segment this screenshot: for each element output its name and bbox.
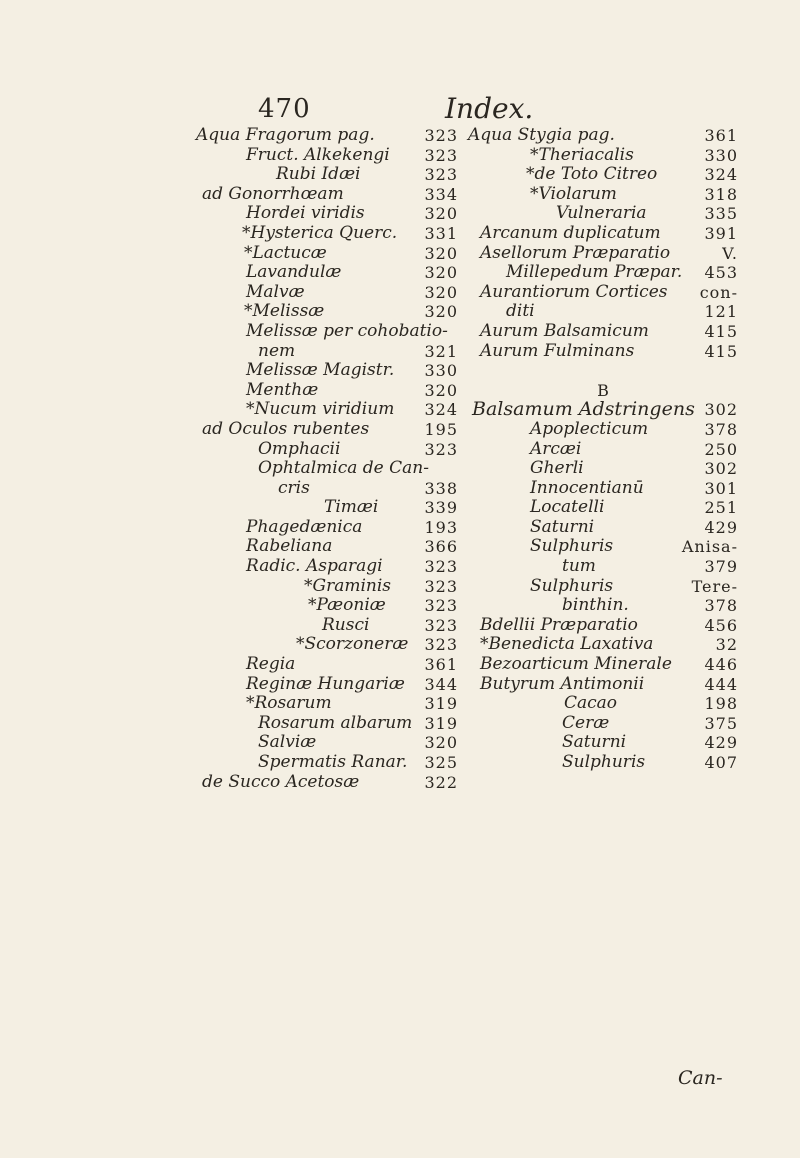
index-entry: [196, 479, 468, 499]
entry-term: *Rosarum: [246, 693, 332, 714]
entry-page: 338: [424, 478, 458, 498]
entry-page: 429: [704, 517, 738, 537]
entry-page: 323: [424, 126, 458, 145]
entry-term: Rusci: [322, 614, 370, 635]
entry-term: Sulphuris: [562, 752, 646, 772]
index-entry: [196, 400, 468, 420]
entry-page: 331: [424, 223, 458, 243]
entry-term: Millepedum Præpar.: [506, 262, 683, 283]
index-entry: [196, 204, 468, 224]
entry-term: Arcanum duplicatum: [480, 222, 661, 243]
index-entry: [468, 165, 738, 185]
entry-page: 320: [424, 204, 458, 224]
index-entry: [468, 714, 738, 734]
entry-page: 330: [424, 361, 458, 381]
entry-term: Melissæ Magistr.: [246, 360, 395, 381]
index-entry: [468, 537, 738, 557]
entry-page: 121: [704, 302, 738, 322]
index-entry: [468, 675, 738, 695]
index-entry: [196, 675, 468, 695]
entry-page: 366: [424, 537, 458, 557]
entry-term: Balsamum Adstringens: [472, 398, 695, 421]
entry-page: 378: [704, 596, 738, 616]
entry-term: Locatelli: [530, 497, 605, 518]
entry-term: Regia: [246, 654, 296, 675]
index-entry: [196, 537, 468, 557]
entry-page: 415: [704, 341, 738, 361]
entry-term: *Pæoniæ: [308, 595, 386, 616]
entry-page: 198: [704, 694, 738, 714]
entry-page: 378: [704, 419, 738, 439]
index-entry: [468, 440, 738, 460]
entry-page: 319: [424, 713, 458, 733]
entry-page: 407: [704, 753, 738, 772]
index-entry: [468, 733, 738, 753]
entry-page: 302: [704, 400, 738, 420]
entry-term: Spermatis Ranar.: [258, 752, 408, 772]
index-entry: [196, 577, 468, 597]
index-entry: [196, 146, 468, 166]
entry-term: cris: [278, 477, 310, 498]
catchword: Can-: [678, 1067, 723, 1089]
index-entry: [468, 283, 738, 303]
entry-page: 321: [424, 341, 458, 361]
index-entry: [468, 342, 738, 362]
entry-page: 323: [424, 596, 458, 616]
index-entry: [468, 400, 738, 420]
index-entry: [196, 498, 468, 518]
entry-page: 361: [704, 126, 738, 145]
index-entry: [468, 244, 738, 264]
entry-term: Cacao: [564, 693, 618, 714]
index-entry: [468, 459, 738, 479]
entry-page: 318: [704, 184, 738, 204]
entry-page: 453: [704, 263, 738, 283]
entry-term: *Graminis: [304, 575, 392, 596]
entry-term: *de Toto Citreo: [526, 164, 658, 185]
entry-term: Bezoarticum Minerale: [480, 654, 672, 675]
page-number: 470: [258, 94, 311, 124]
index-entry: [468, 322, 738, 342]
index-entry: [468, 302, 738, 322]
entry-page: V.: [722, 243, 738, 263]
index-entry: [196, 283, 468, 303]
entry-page: 361: [424, 655, 458, 675]
index-entry: [196, 655, 468, 675]
entry-term: *Melissæ: [244, 301, 325, 322]
entry-term: Melissæ per cohobatio-: [246, 320, 448, 341]
entry-term: Gherli: [530, 458, 584, 479]
entry-page: 375: [704, 713, 738, 733]
entry-term: Saturni: [562, 732, 627, 753]
entry-page: 32: [715, 635, 738, 655]
entry-page: 302: [704, 459, 738, 479]
entry-term: tum: [562, 556, 596, 577]
entry-page: 334: [424, 184, 458, 204]
index-entry: [468, 577, 738, 597]
entry-term: Vulneraria: [556, 203, 647, 224]
index-entry: [468, 420, 738, 440]
entry-term: Sulphuris: [530, 536, 614, 557]
entry-term: Aqua Fragorum pag.: [196, 125, 375, 145]
index-entry: [196, 126, 468, 146]
index-entry: [468, 518, 738, 538]
index-entry: [468, 655, 738, 675]
entry-page: 325: [424, 753, 458, 772]
entry-term: Arcæi: [530, 438, 582, 459]
entry-term: *Lactucæ: [244, 242, 327, 263]
index-entry: [196, 753, 468, 773]
page-title: Index.: [445, 92, 534, 125]
index-entry: [196, 596, 468, 616]
index-entry: [468, 498, 738, 518]
index-entry: [196, 381, 468, 401]
entry-term: Aqua Stygia pag.: [468, 125, 615, 145]
index-entry: [196, 361, 468, 381]
entry-term: Aurum Balsamicum: [480, 320, 649, 341]
entry-term: *Violarum: [530, 183, 617, 204]
entry-page: 320: [424, 243, 458, 263]
entry-page: con-: [699, 282, 738, 302]
index-entry: [196, 773, 468, 793]
entry-term: Butyrum Antimonii: [480, 673, 645, 694]
entry-page: 323: [424, 145, 458, 165]
index-entry: [196, 263, 468, 283]
entry-term: Reginæ Hungariæ: [246, 673, 405, 694]
index-entry: [468, 479, 738, 499]
entry-term: Bdellii Præparatio: [480, 614, 638, 635]
entry-term: *Benedicta Laxativa: [480, 634, 654, 655]
entry-page: 320: [424, 302, 458, 322]
entry-term: B: [597, 380, 609, 400]
entry-term: Innocentianū: [530, 477, 644, 498]
index-entry: [196, 440, 468, 460]
index-entry: [468, 635, 738, 655]
entry-page: 323: [424, 635, 458, 655]
entry-term: Rabeliana: [246, 536, 333, 557]
entry-page: 323: [424, 615, 458, 635]
entry-term: ad Gonorrhœam: [202, 183, 344, 204]
entry-page: 322: [424, 772, 458, 792]
entry-page: 320: [424, 380, 458, 400]
index-entry: [196, 302, 468, 322]
entry-page: 324: [704, 165, 738, 185]
index-entry: [468, 263, 738, 283]
entry-term: Apoplecticum: [530, 418, 649, 439]
entry-page: 344: [424, 674, 458, 694]
index-entry: [196, 518, 468, 538]
index-entry: [468, 224, 738, 244]
entry-term: Aurantiorum Cortices: [480, 281, 668, 302]
index-entry: [468, 753, 738, 773]
index-entry: [468, 204, 738, 224]
entry-term: binthin.: [562, 595, 629, 616]
entry-page: 323: [424, 576, 458, 596]
entry-term: ad Oculos rubentes: [202, 418, 370, 439]
entry-page: 320: [424, 282, 458, 302]
index-entry: [196, 616, 468, 636]
entry-page: 250: [704, 439, 738, 459]
entry-term: Ophtalmica de Can-: [258, 458, 429, 479]
entry-page: Anisa-: [681, 537, 738, 557]
entry-term: Salviæ: [258, 732, 317, 753]
entry-page: 446: [704, 655, 738, 675]
entry-page: 193: [424, 517, 458, 537]
index-entry: [196, 635, 468, 655]
entry-page: 320: [424, 733, 458, 753]
entry-page: 319: [424, 694, 458, 714]
entry-page: 444: [704, 674, 738, 694]
entry-page: 301: [704, 478, 738, 498]
entry-page: 456: [704, 615, 738, 635]
index-entry: [468, 694, 738, 714]
index-entry: [196, 224, 468, 244]
index-entry: [196, 694, 468, 714]
index-column-left: [196, 126, 468, 792]
index-entry: [196, 322, 468, 342]
entry-term: Asellorum Præparatio: [480, 242, 671, 263]
index-entry: [196, 714, 468, 734]
entry-page: 415: [704, 321, 738, 341]
entry-term: *Nucum viridium: [246, 399, 395, 420]
entry-term: Aurum Fulminans: [480, 340, 635, 361]
entry-term: diti: [506, 301, 535, 322]
index-entry: [196, 557, 468, 577]
entry-page: 323: [424, 165, 458, 185]
entry-page: 251: [704, 498, 738, 518]
entry-term: Fruct. Alkekengi: [246, 144, 390, 165]
entry-term: Saturni: [530, 516, 595, 537]
entry-page: 323: [424, 557, 458, 577]
entry-term: *Scorzoneræ: [296, 634, 409, 655]
index-entry: [468, 616, 738, 636]
index-entry: [468, 185, 738, 205]
entry-page: Tere-: [691, 576, 738, 596]
index-column-right: [468, 126, 738, 773]
entry-term: Phagedænica: [246, 516, 363, 537]
index-entry: [196, 420, 468, 440]
index-entry: [468, 146, 738, 166]
entry-page: 330: [704, 145, 738, 165]
index-entry: [196, 185, 468, 205]
index-entry: [196, 733, 468, 753]
entry-term: Rosarum albarum: [258, 712, 413, 733]
entry-term: Lavandulæ: [246, 262, 342, 283]
entry-term: Malvæ: [246, 281, 305, 302]
entry-term: nem: [258, 340, 296, 361]
entry-term: Radic. Asparagi: [246, 556, 383, 577]
index-entry: [196, 165, 468, 185]
entry-term: Ceræ: [562, 712, 610, 733]
entry-term: de Succo Acetosæ: [202, 771, 360, 792]
index-entry: [468, 596, 738, 616]
index-entry: [196, 459, 468, 479]
entry-page: 379: [704, 557, 738, 577]
entry-term: Timæi: [324, 497, 379, 518]
index-entry: [468, 361, 738, 381]
entry-term: Omphacii: [258, 438, 341, 459]
entry-page: 320: [424, 263, 458, 283]
entry-page: 323: [424, 439, 458, 459]
entry-page: 335: [704, 204, 738, 224]
index-entry: [196, 342, 468, 362]
entry-page: 195: [424, 419, 458, 439]
entry-page: 429: [704, 733, 738, 753]
index-entry: [196, 244, 468, 264]
entry-term: *Theriacalis: [530, 144, 634, 165]
entry-term: Sulphuris: [530, 575, 614, 596]
index-entry: [468, 557, 738, 577]
entry-term: Hordei viridis: [246, 203, 365, 224]
entry-term: Menthæ: [246, 379, 319, 400]
entry-term: *Hysterica Querc.: [242, 222, 398, 243]
entry-term: Rubi Idæi: [276, 164, 361, 185]
entry-page: 339: [424, 498, 458, 518]
entry-page: 391: [704, 223, 738, 243]
entry-page: 324: [424, 400, 458, 420]
index-entry: [468, 126, 738, 146]
